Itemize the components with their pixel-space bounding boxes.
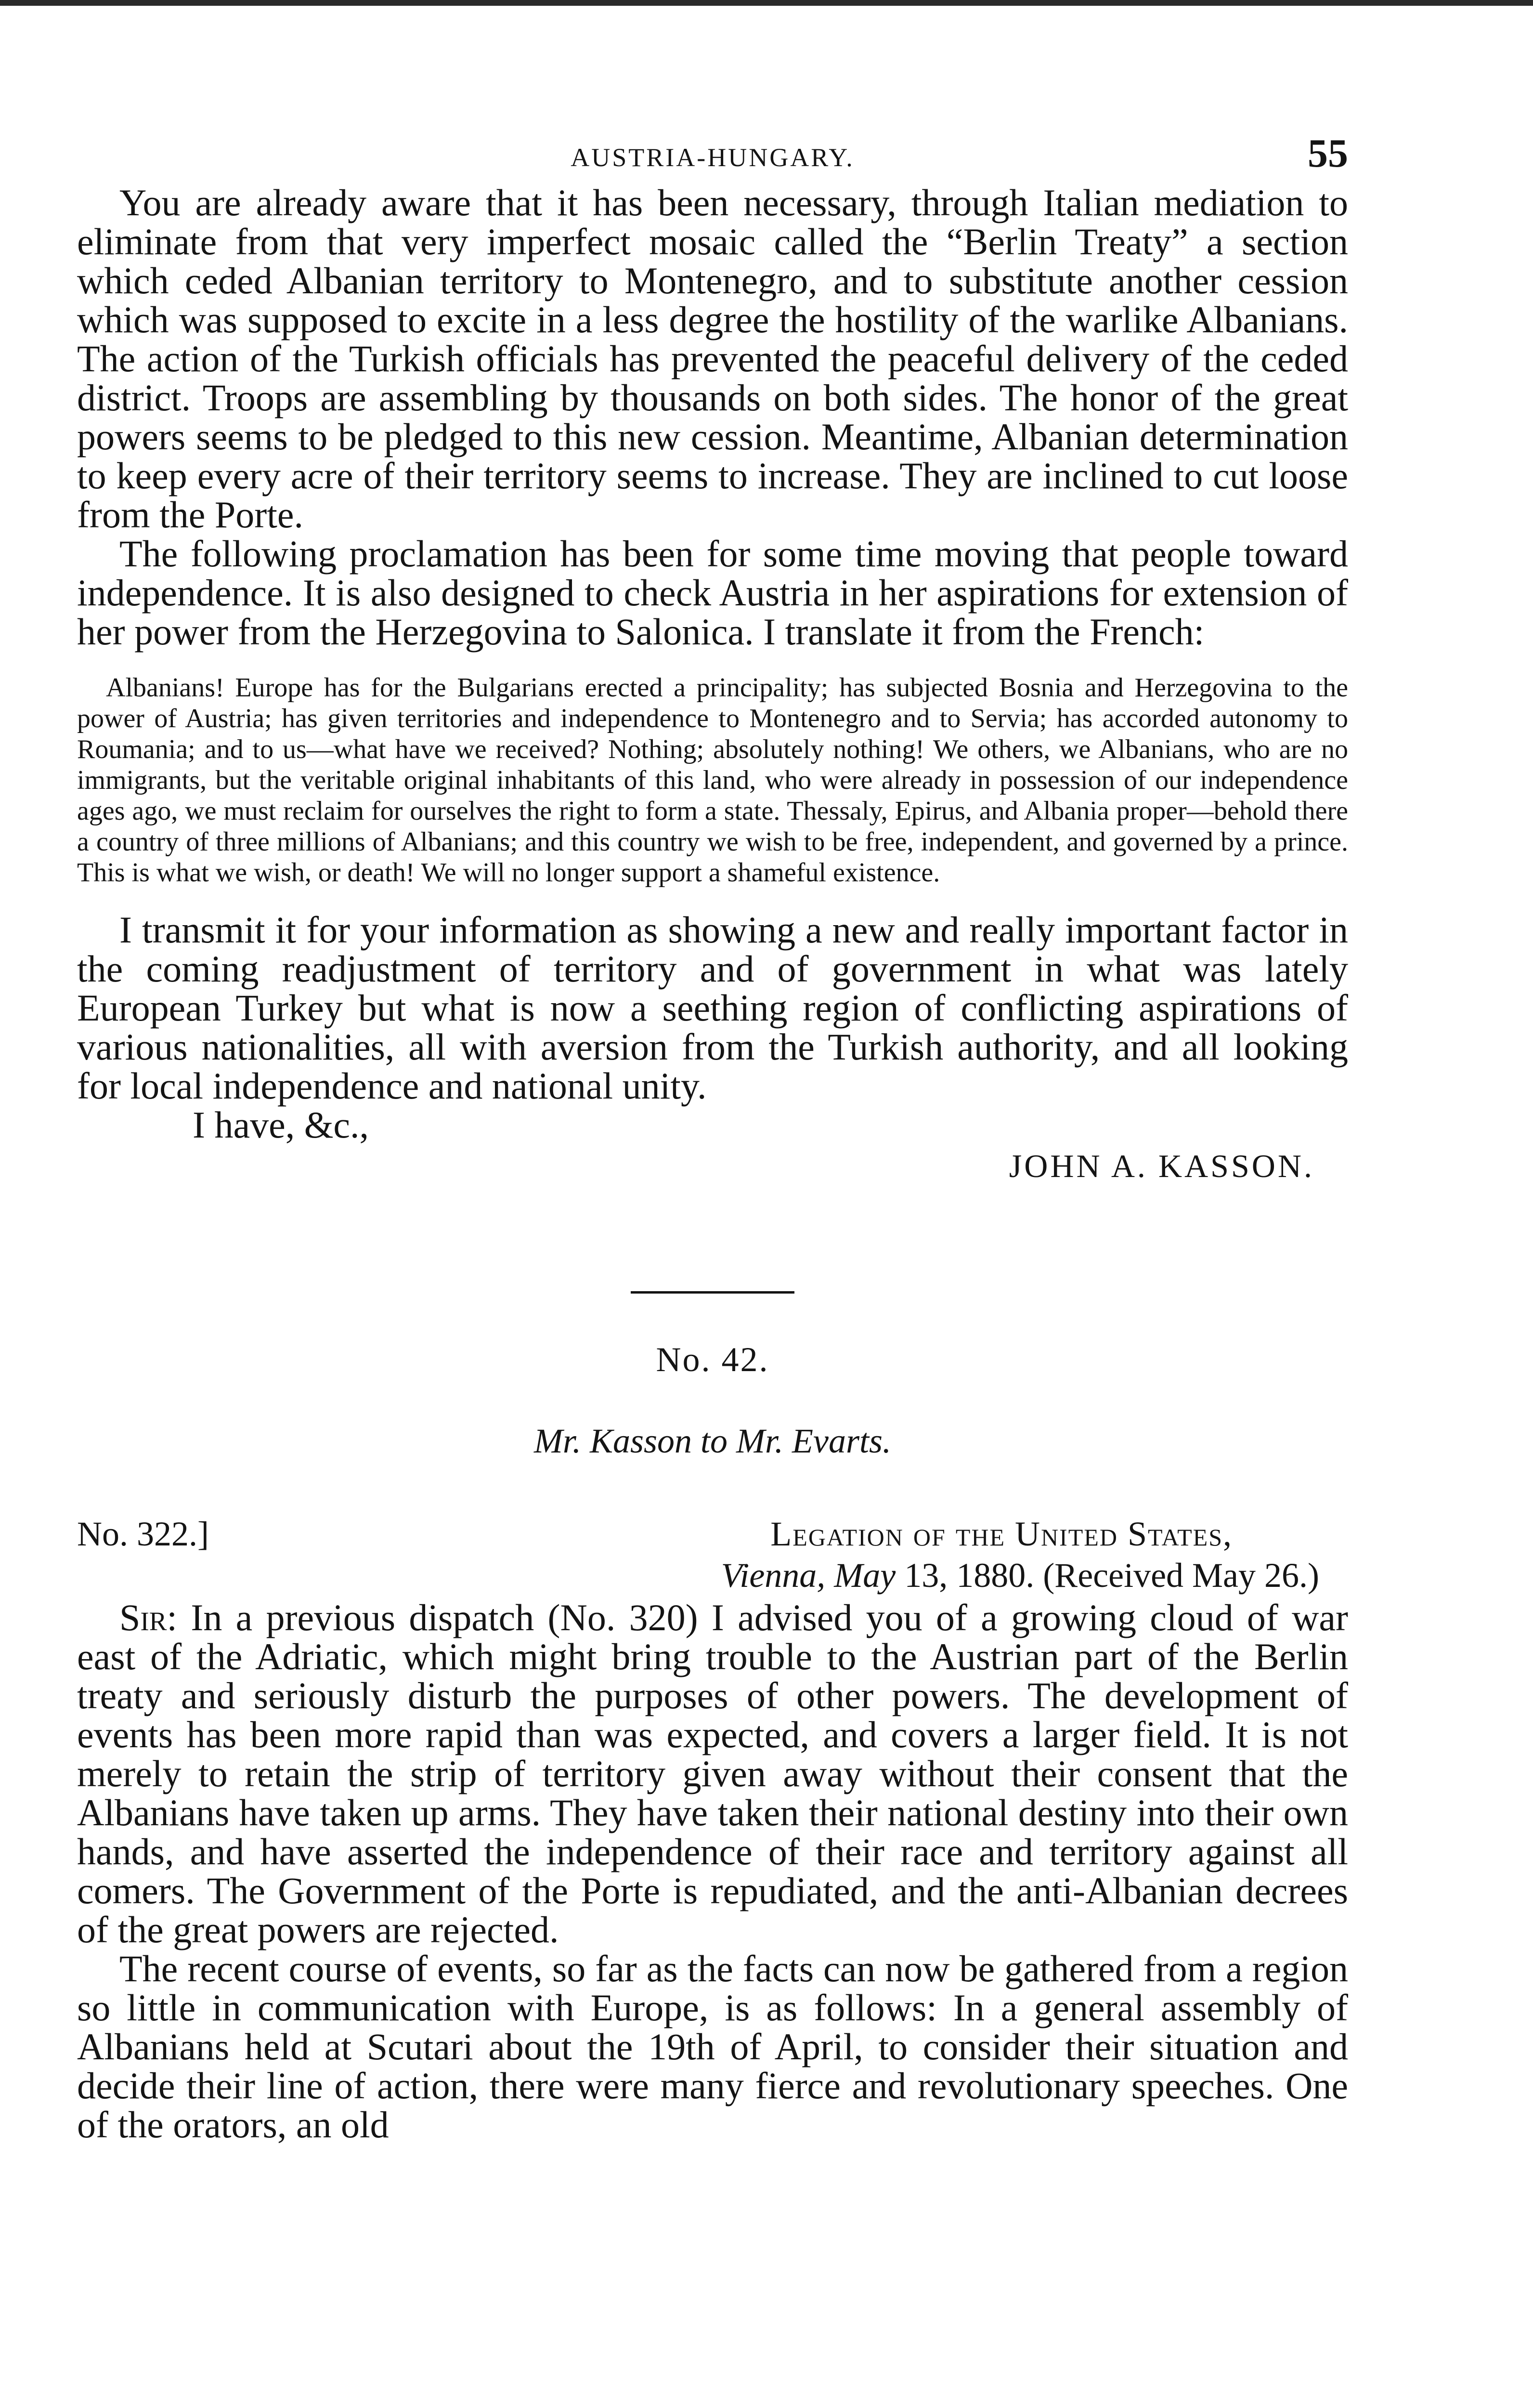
paragraph: The recent course of events, so far as the facts can now be gathered from a region so little in communication with Europe, is as follows: In a general assembly of Albanians held at Scutari about the 19th of April, to consider their situation and decide their line of action, there were many fierce and revolutionary speeches. One of the orators, an old — [77, 1948, 1348, 2146]
paragraph — [77, 1598, 1348, 1949]
dispatch-number: No. 322.] — [77, 1515, 209, 1553]
section-divider — [631, 1291, 794, 1294]
legation-line: Legation of the United States, — [770, 1515, 1233, 1553]
proclamation-quote — [77, 672, 1348, 888]
running-head-title: AUSTRIA-HUNGARY. — [571, 143, 855, 172]
paragraph: The following proclamation has been for some time moving that people toward independence. It is also designed to check Austria in her aspirations for extension of her power from the Herzegovina to Salonica. I translate it from the French: — [77, 533, 1348, 653]
quote-text: Albanians! Europe has for the Bulgarians erected a principality; has subjected Bosnia and Herzegovina to the power of Austria; has given territories and independence to Montenegro and to Servia; has accorded autonomy to Roumania; and to us—what have we received? Nothing; absolutely nothing! We others, we Albanians, who are no immigrants, but the veritable original inhabitants of this land, who were already in possession of our independence ages ago, we must reclaim for ourselves the right to form a state. Thessaly, Epirus, and Albania proper—behold there a country of three millions of Albanians; and this country we wish to be free, independent, and governed by a prince. This is what we wish, or death! We will no longer support a shameful existence. — [77, 673, 1348, 888]
letter-body-continued — [77, 910, 1348, 1105]
dispatch-heading — [77, 1511, 1348, 1598]
page-number: 55 — [1308, 131, 1348, 176]
top-border-line — [0, 0, 1533, 6]
dispatch-date — [721, 1556, 1319, 1596]
paragraph: I transmit it for your information as showing a new and really important factor in the coming readjustment of territory and of government in what was lately European Turkey but what is now a seething region of conflicting aspirations of various nationalities, all with aversion from the Turkish authority, and all looking for local independence and national unity. — [77, 909, 1348, 1107]
closing: I have, &c., — [193, 1104, 369, 1146]
running-head — [77, 130, 1348, 183]
signature: JOHN A. KASSON. — [1009, 1148, 1314, 1184]
dispatch-place: Vienna, May — [721, 1556, 896, 1595]
document-number: No. 42. — [656, 1340, 769, 1379]
dispatch-date-text: 13, 1880. (Received May 26.) — [904, 1556, 1319, 1595]
letter2-body — [77, 1598, 1348, 2144]
document-subtitle: Mr. Kasson to Mr. Evarts. — [533, 1422, 892, 1460]
salutation: Sir: — [119, 1597, 178, 1638]
paragraph: You are already aware that it has been necessary, through Italian mediation to eliminate from that very imperfect mosaic called the “Berlin Treaty” a section which ceded Albanian territory to Montenegro, and to substitute another cession which was supposed to excite in a less degree the hostility of the warlike Albanians. The action of the Turkish officials has prevented the peaceful delivery of the ceded district. Troops are assembling by thousands on both sides. The honor of the great powers seems to be pledged to this new cession. Meantime, Albanian determination to keep every acre of their territory seems to increase. They are inclined to cut loose from the Porte. — [77, 182, 1348, 536]
page — [77, 130, 1348, 2144]
letter-body — [77, 183, 1348, 651]
paragraph-text: In a previous dispatch (No. 320) I advised you of a growing cloud of war east of the Adriatic, which might bring trouble to the Austrian part of the Berlin treaty and seriously disturb the purposes of other powers. The development of events has been more rapid than was expected, and covers a larger field. It is not merely to retain the strip of territory given away without their consent that the Albanians have taken up arms. They have taken their national destiny into their own hands, and have asserted the independence of their race and territory against all comers. The Government of the Porte is repudiated, and the anti-Albanian decrees of the great powers are rejected. — [77, 1597, 1349, 1950]
